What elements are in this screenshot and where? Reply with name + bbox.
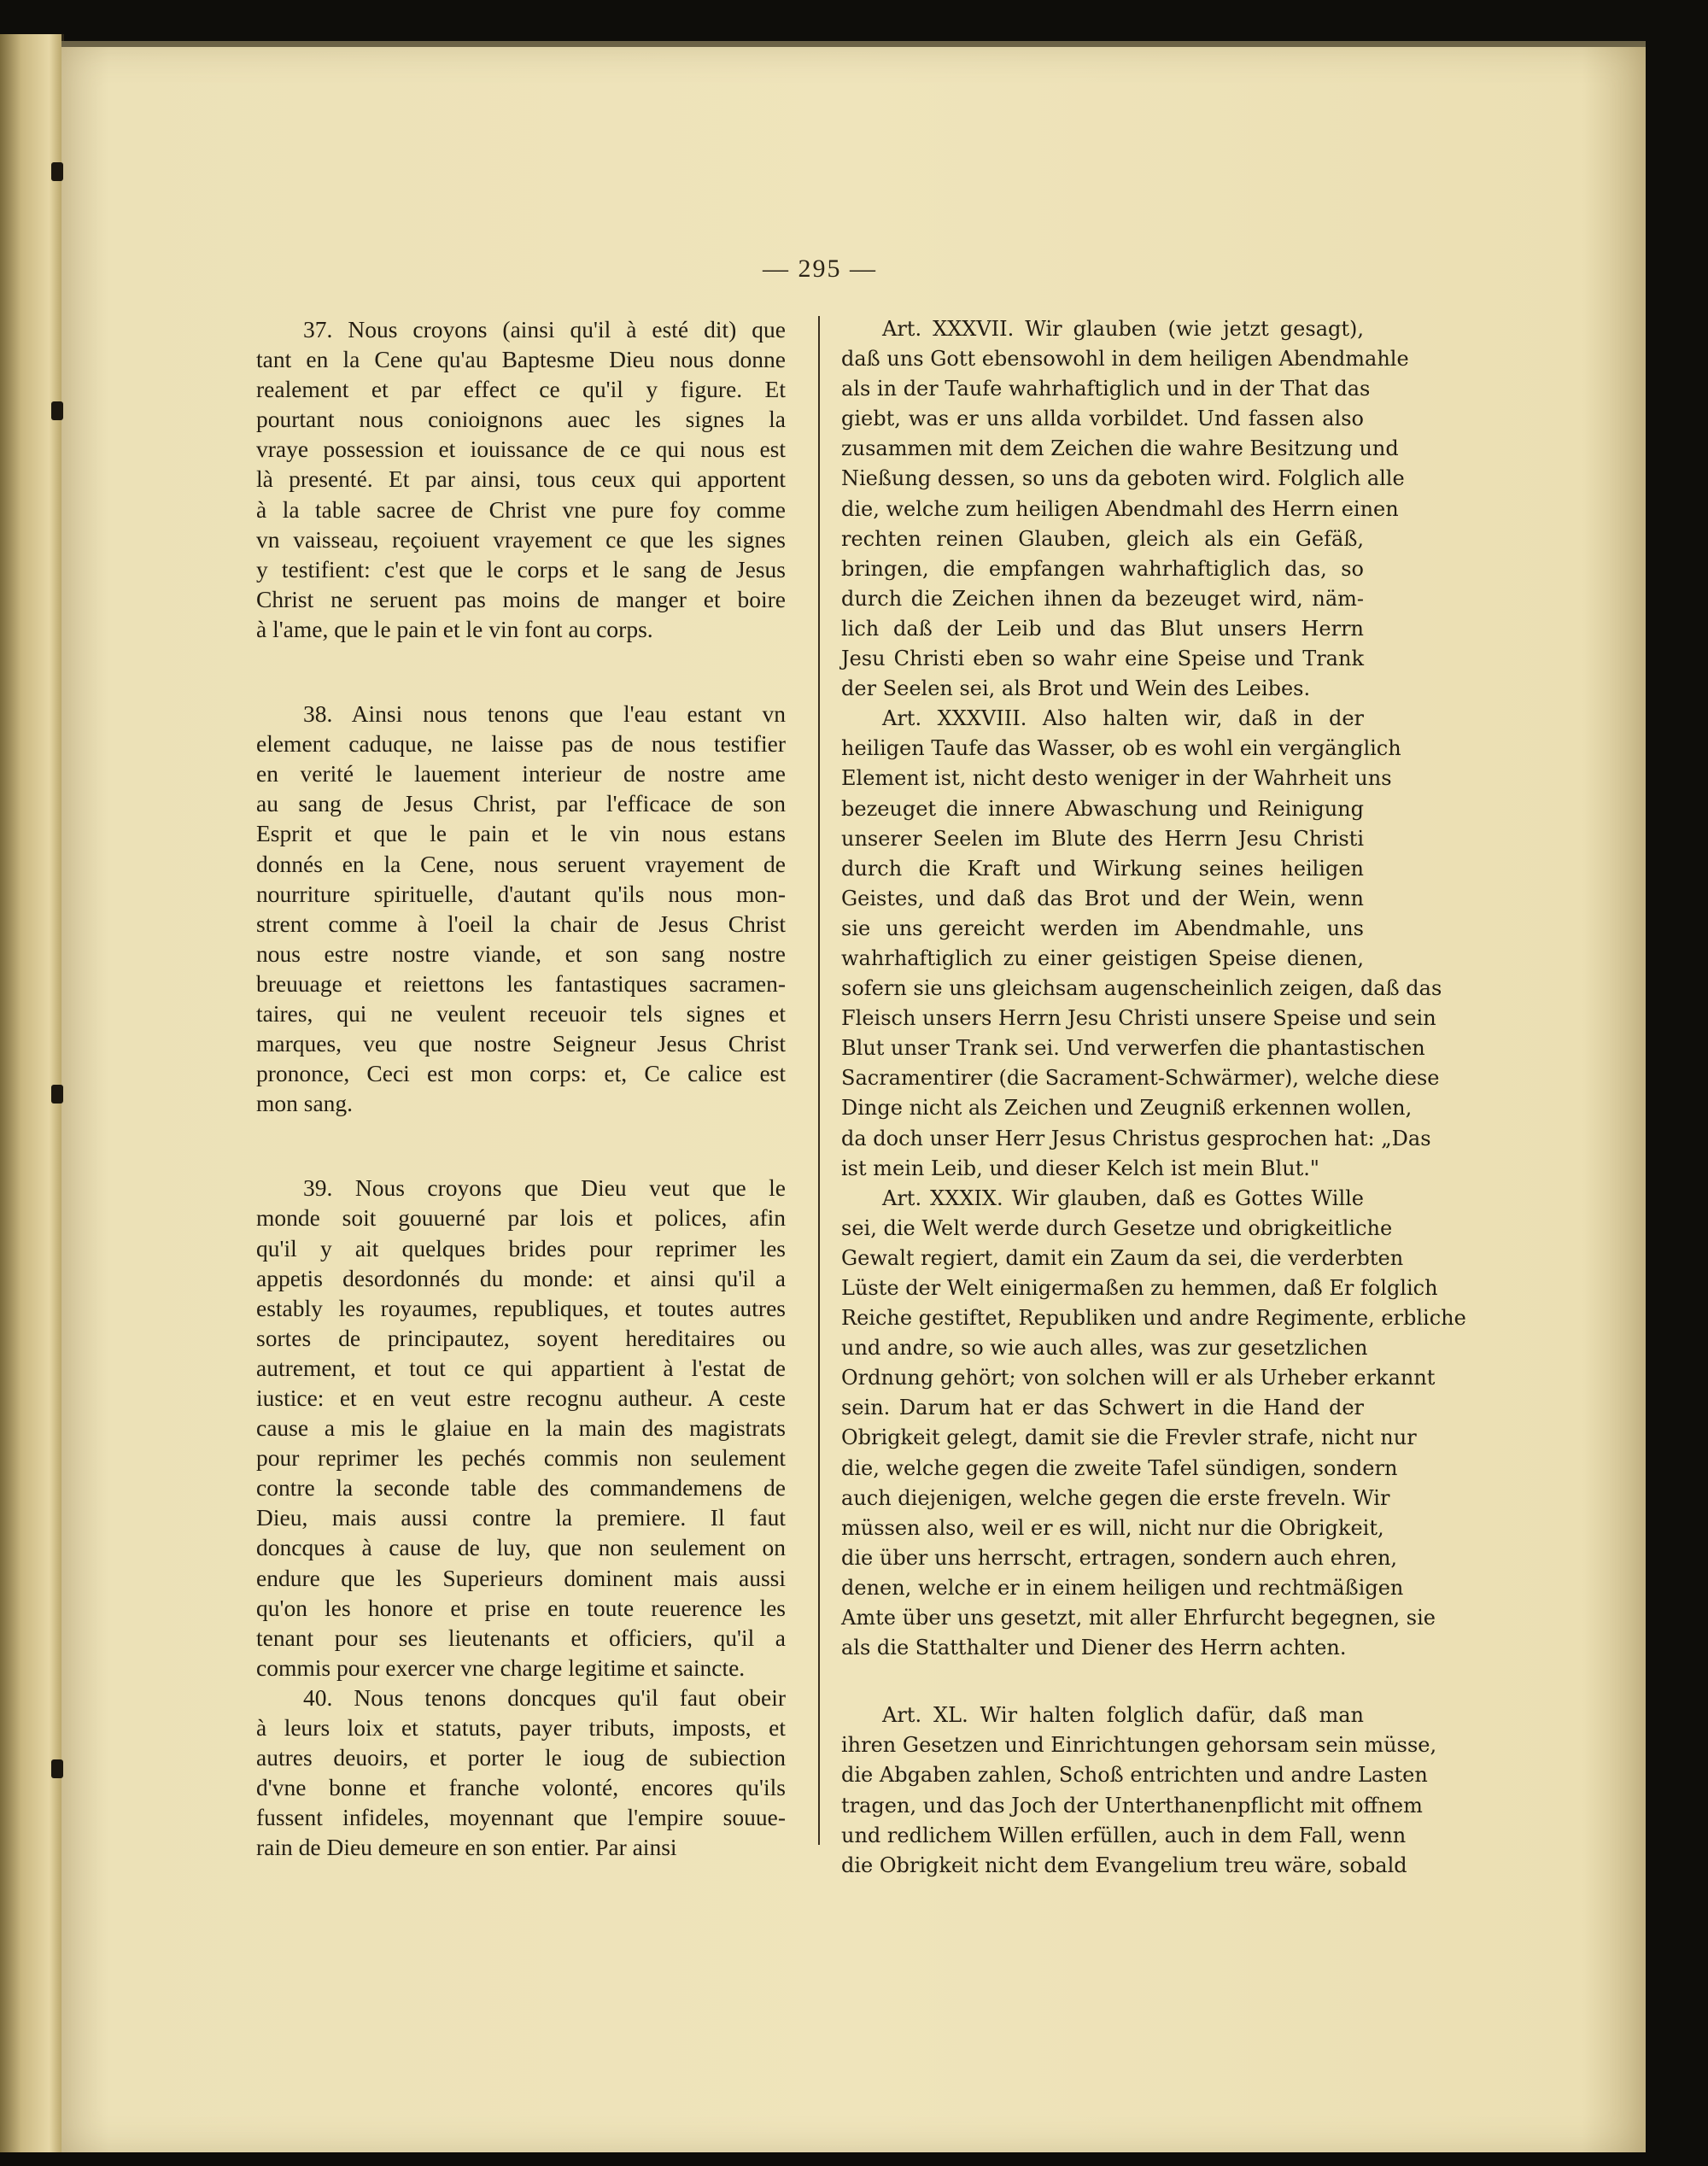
text-line: daß uns Gott ebensowohl in dem heiligen Abendmahle: [841, 347, 1409, 372]
text-line: au sang de Jesus Christ, par l'efficace de son: [256, 790, 786, 817]
text-line: die über uns herrscht, ertragen, sondern auch ehren,: [841, 1545, 1398, 1570]
text-line: als die Statthalter und Diener des Herrn achten.: [841, 1636, 1347, 1660]
text-line: Reiche gestiftet, Republiken und andre Regimente, erbliche: [841, 1306, 1466, 1331]
text-line: Esprit et que le pain et le vin nous estans: [256, 820, 786, 847]
text-line: contre la seconde table des commandemens de: [256, 1474, 786, 1502]
text-line: endure que les Superieurs dominent mais aussi: [256, 1564, 786, 1591]
text-line: bringen, die empfangen wahrhaftiglich das, so: [841, 556, 1364, 581]
french-paragraph-37: [256, 314, 786, 644]
text-line: Ordnung gehört; von solchen will er als Urheber erkannt: [841, 1366, 1436, 1390]
right-column-german: [841, 314, 1466, 1881]
text-line: Amte über uns gesetzt, mit aller Ehrfurcht begegnen, sie: [841, 1606, 1436, 1630]
text-line: die, welche zum heiligen Abendmahl des Herrn einen: [841, 496, 1399, 521]
text-line: zusammen mit dem Zeichen die wahre Besitzung und: [841, 436, 1399, 461]
text-line: heiligen Taufe das Wasser, ob es wohl ein vergänglich: [841, 736, 1401, 761]
text-line: breuuage et reiettons les fantastiques sacramen-: [256, 969, 786, 997]
text-line: tragen, und das Joch der Unterthanenpflicht mit offnem: [841, 1793, 1423, 1818]
page-number: — 295 —: [763, 255, 877, 283]
text-line: Christ ne seruent pas moins de manger et boire: [256, 585, 786, 612]
german-article-37: [841, 314, 1409, 704]
text-line: Dinge nicht als Zeichen und Zeugniß erkennen wollen,: [841, 1096, 1413, 1121]
binding-mark: [51, 401, 63, 420]
text-line: durch die Kraft und Wirkung seines heiligen: [841, 856, 1364, 881]
text-line: und redlichem Willen erfüllen, auch in dem Fall, wenn: [841, 1823, 1407, 1847]
text-line: vraye possession et iouissance de ce qui nous est: [256, 436, 786, 463]
text-line: der Seelen sei, als Brot und Wein des Leibes.: [841, 676, 1311, 701]
text-line: monde soit gouuerné par lois et polices, afin: [256, 1204, 786, 1232]
text-line: sortes de principautez, soyent hereditaires ou: [256, 1324, 786, 1351]
text-line: die Abgaben zahlen, Schoß entrichten und andre Lasten: [841, 1763, 1428, 1788]
text-line: Dieu, mais aussi contre la premiere. Il faut: [256, 1504, 786, 1531]
text-line: realement et par effect ce qu'il y figure. Et: [256, 376, 786, 403]
text-line: Art. XXXVII. Wir glauben (wie jetzt gesagt),: [882, 317, 1364, 341]
french-paragraph-39: [256, 1173, 786, 1683]
text-line: qu'il y ait quelques brides pour reprimer les: [256, 1234, 786, 1262]
german-article-39: [841, 1184, 1466, 1664]
text-line: sie uns gereicht werden im Abendmahle, uns: [841, 916, 1364, 940]
text-line: nourriture spirituelle, d'autant qu'ils nous mon-: [256, 880, 786, 907]
text-line: commis pour exercer vne charge legitime et saincte.: [256, 1654, 746, 1681]
text-line: pourtant nous conioignons auec les signes la: [256, 406, 786, 433]
text-line: auch diejenigen, welche gegen die erste freveln. Wir: [841, 1485, 1390, 1510]
french-paragraph-40: [256, 1683, 786, 1863]
text-line: donnés en la Cene, nous seruent vrayement de: [256, 850, 786, 877]
german-article-38: [841, 704, 1442, 1184]
text-line: und andre, so wie auch alles, was zur gesetzlichen: [841, 1336, 1368, 1361]
text-line: 38. Ainsi nous tenons que l'eau estant vn: [303, 700, 786, 728]
german-article-40: [841, 1701, 1437, 1881]
text-line: Art. XXXVIII. Also halten wir, daß in der: [882, 706, 1364, 731]
text-line: sofern sie uns gleichsam augenscheinlich zeigen, daß das: [841, 976, 1442, 1001]
french-paragraph-38: [256, 699, 786, 1118]
left-column-french: [256, 314, 786, 1863]
text-line: iustice: et en veut estre recognu autheur. A ceste: [256, 1384, 786, 1411]
text-line: tant en la Cene qu'au Baptesme Dieu nous donne: [256, 346, 786, 373]
text-line: en verité le lauement interieur de nostre ame: [256, 760, 786, 787]
text-line: Element ist, nicht desto weniger in der Wahrheit uns: [841, 766, 1392, 791]
text-line: tenant pour ses lieutenants et officiers, qu'il a: [256, 1624, 786, 1651]
text-line: bezeuget die innere Abwaschung und Reinigung: [841, 796, 1364, 821]
text-line: sein. Darum hat er das Schwert in die Hand der: [841, 1396, 1364, 1420]
text-line: à la table sacree de Christ vne pure foy comme: [256, 495, 786, 523]
text-line: doncques à cause de luy, que non seulement on: [256, 1534, 786, 1561]
text-line: unserer Seelen im Blute des Herrn Jesu Christi: [841, 826, 1364, 851]
text-line: prononce, Ceci est mon corps: et, Ce calice est: [256, 1060, 786, 1087]
text-line: à leurs loix et statuts, payer tributs, imposts, et: [256, 1714, 786, 1742]
text-line: die, welche gegen die zweite Tafel sündigen, sondern: [841, 1455, 1398, 1480]
text-line: taires, qui ne veulent receuoir tels signes et: [256, 999, 786, 1027]
text-line: d'vne bonne et franche volonté, encores qu'ils: [256, 1774, 786, 1801]
text-line: marques, veu que nostre Seigneur Jesus Christ: [256, 1030, 786, 1057]
text-line: element caduque, ne laisse pas de nous testifier: [256, 730, 786, 758]
text-line: giebt, was er uns allda vorbildet. Und fassen also: [841, 407, 1364, 431]
text-line: ihren Gesetzen und Einrichtungen gehorsam sein müsse,: [841, 1733, 1437, 1758]
text-line: vn vaisseau, reçoiuent vrayement ce que les signes: [256, 525, 786, 553]
text-line: sei, die Welt werde durch Gesetze und obrigkeitliche: [841, 1215, 1393, 1240]
text-line: rechten reinen Glauben, gleich als ein Gefäß,: [841, 526, 1364, 551]
text-line: müssen also, weil er es will, nicht nur die Obrigkeit,: [841, 1515, 1384, 1540]
text-line: autres deuoirs, et porter le ioug de subiection: [256, 1744, 786, 1771]
text-line: da doch unser Herr Jesus Christus gesprochen hat: „Das: [841, 1126, 1431, 1150]
text-line: strent comme à l'oeil la chair de Jesus Christ: [256, 910, 786, 937]
text-line: Geistes, und daß das Brot und der Wein, wenn: [841, 886, 1364, 910]
text-line: ist mein Leib, und dieser Kelch ist mein Blut.": [841, 1156, 1319, 1180]
text-line: 40. Nous tenons doncques qu'il faut obeir: [303, 1683, 786, 1711]
text-line: là presenté. Et par ainsi, tous ceux qui apportent: [256, 465, 786, 493]
text-line: Nießung dessen, so uns da geboten wird. Folglich alle: [841, 466, 1405, 491]
text-line: Obrigkeit gelegt, damit sie die Frevler strafe, nicht nur: [841, 1425, 1417, 1450]
text-line: die Obrigkeit nicht dem Evangelium treu wäre, sobald: [841, 1853, 1407, 1877]
column-divider: [818, 316, 820, 1845]
text-line: mon sang.: [256, 1090, 354, 1117]
text-line: lich daß der Leib und das Blut unsers Herrn: [841, 616, 1364, 641]
text-line: rain de Dieu demeure en son entier. Par ainsi: [256, 1834, 677, 1861]
text-line: Blut unser Trank sei. Und verwerfen die phantastischen: [841, 1036, 1425, 1061]
text-line: Lüste der Welt einigermaßen zu hemmen, daß Er folglich: [841, 1276, 1438, 1300]
binding-mark: [51, 162, 63, 181]
binding-mark: [51, 1085, 63, 1103]
text-line: cause a mis le glaiue en la main des magistrats: [256, 1414, 786, 1442]
text-line: à l'ame, que le pain et le vin font au corps.: [256, 615, 653, 642]
text-line: denen, welche er in einem heiligen und rechtmäßigen: [841, 1575, 1404, 1600]
text-line: wahrhaftiglich zu einer geistigen Speise dienen,: [841, 945, 1364, 970]
text-line: qu'on les honore et prise en toute reuerence les: [256, 1594, 786, 1621]
text-line: Art. XL. Wir halten folglich dafür, daß man: [882, 1703, 1364, 1728]
text-line: 39. Nous croyons que Dieu veut que le: [303, 1174, 786, 1202]
text-line: Fleisch unsers Herrn Jesu Christi unsere Speise und sein: [841, 1006, 1436, 1031]
text-line: Gewalt regiert, damit ein Zaum da sei, die verderbten: [841, 1245, 1404, 1270]
text-line: Jesu Christi eben so wahr eine Speise und Trank: [841, 647, 1364, 671]
text-line: Sacramentirer (die Sacrament-Schwärmer), welche diese: [841, 1066, 1440, 1091]
text-line: pour reprimer les pechés commis non seulement: [256, 1444, 786, 1472]
text-line: nous estre nostre viande, et son sang nostre: [256, 940, 786, 967]
binding-mark: [51, 1759, 63, 1778]
text-line: durch die Zeichen ihnen da bezeuget wird, näm-: [841, 586, 1364, 611]
text-line: als in der Taufe wahrhaftiglich und in der That das: [841, 377, 1371, 401]
text-line: y testifient: c'est que le corps et le sang de Jesus: [256, 555, 786, 582]
text-line: 37. Nous croyons (ainsi qu'il à esté dit) que: [303, 316, 786, 342]
text-line: estably les royaumes, republiques, et toutes autres: [256, 1294, 786, 1321]
text-line: fussent infideles, moyennant que l'empire souue-: [256, 1804, 786, 1831]
text-line: autrement, et tout ce qui appartient à l'estat de: [256, 1354, 786, 1381]
text-line: Art. XXXIX. Wir glauben, daß es Gottes Wille: [882, 1185, 1364, 1210]
text-line: appetis desordonnés du monde: et ainsi qu'il a: [256, 1264, 786, 1291]
